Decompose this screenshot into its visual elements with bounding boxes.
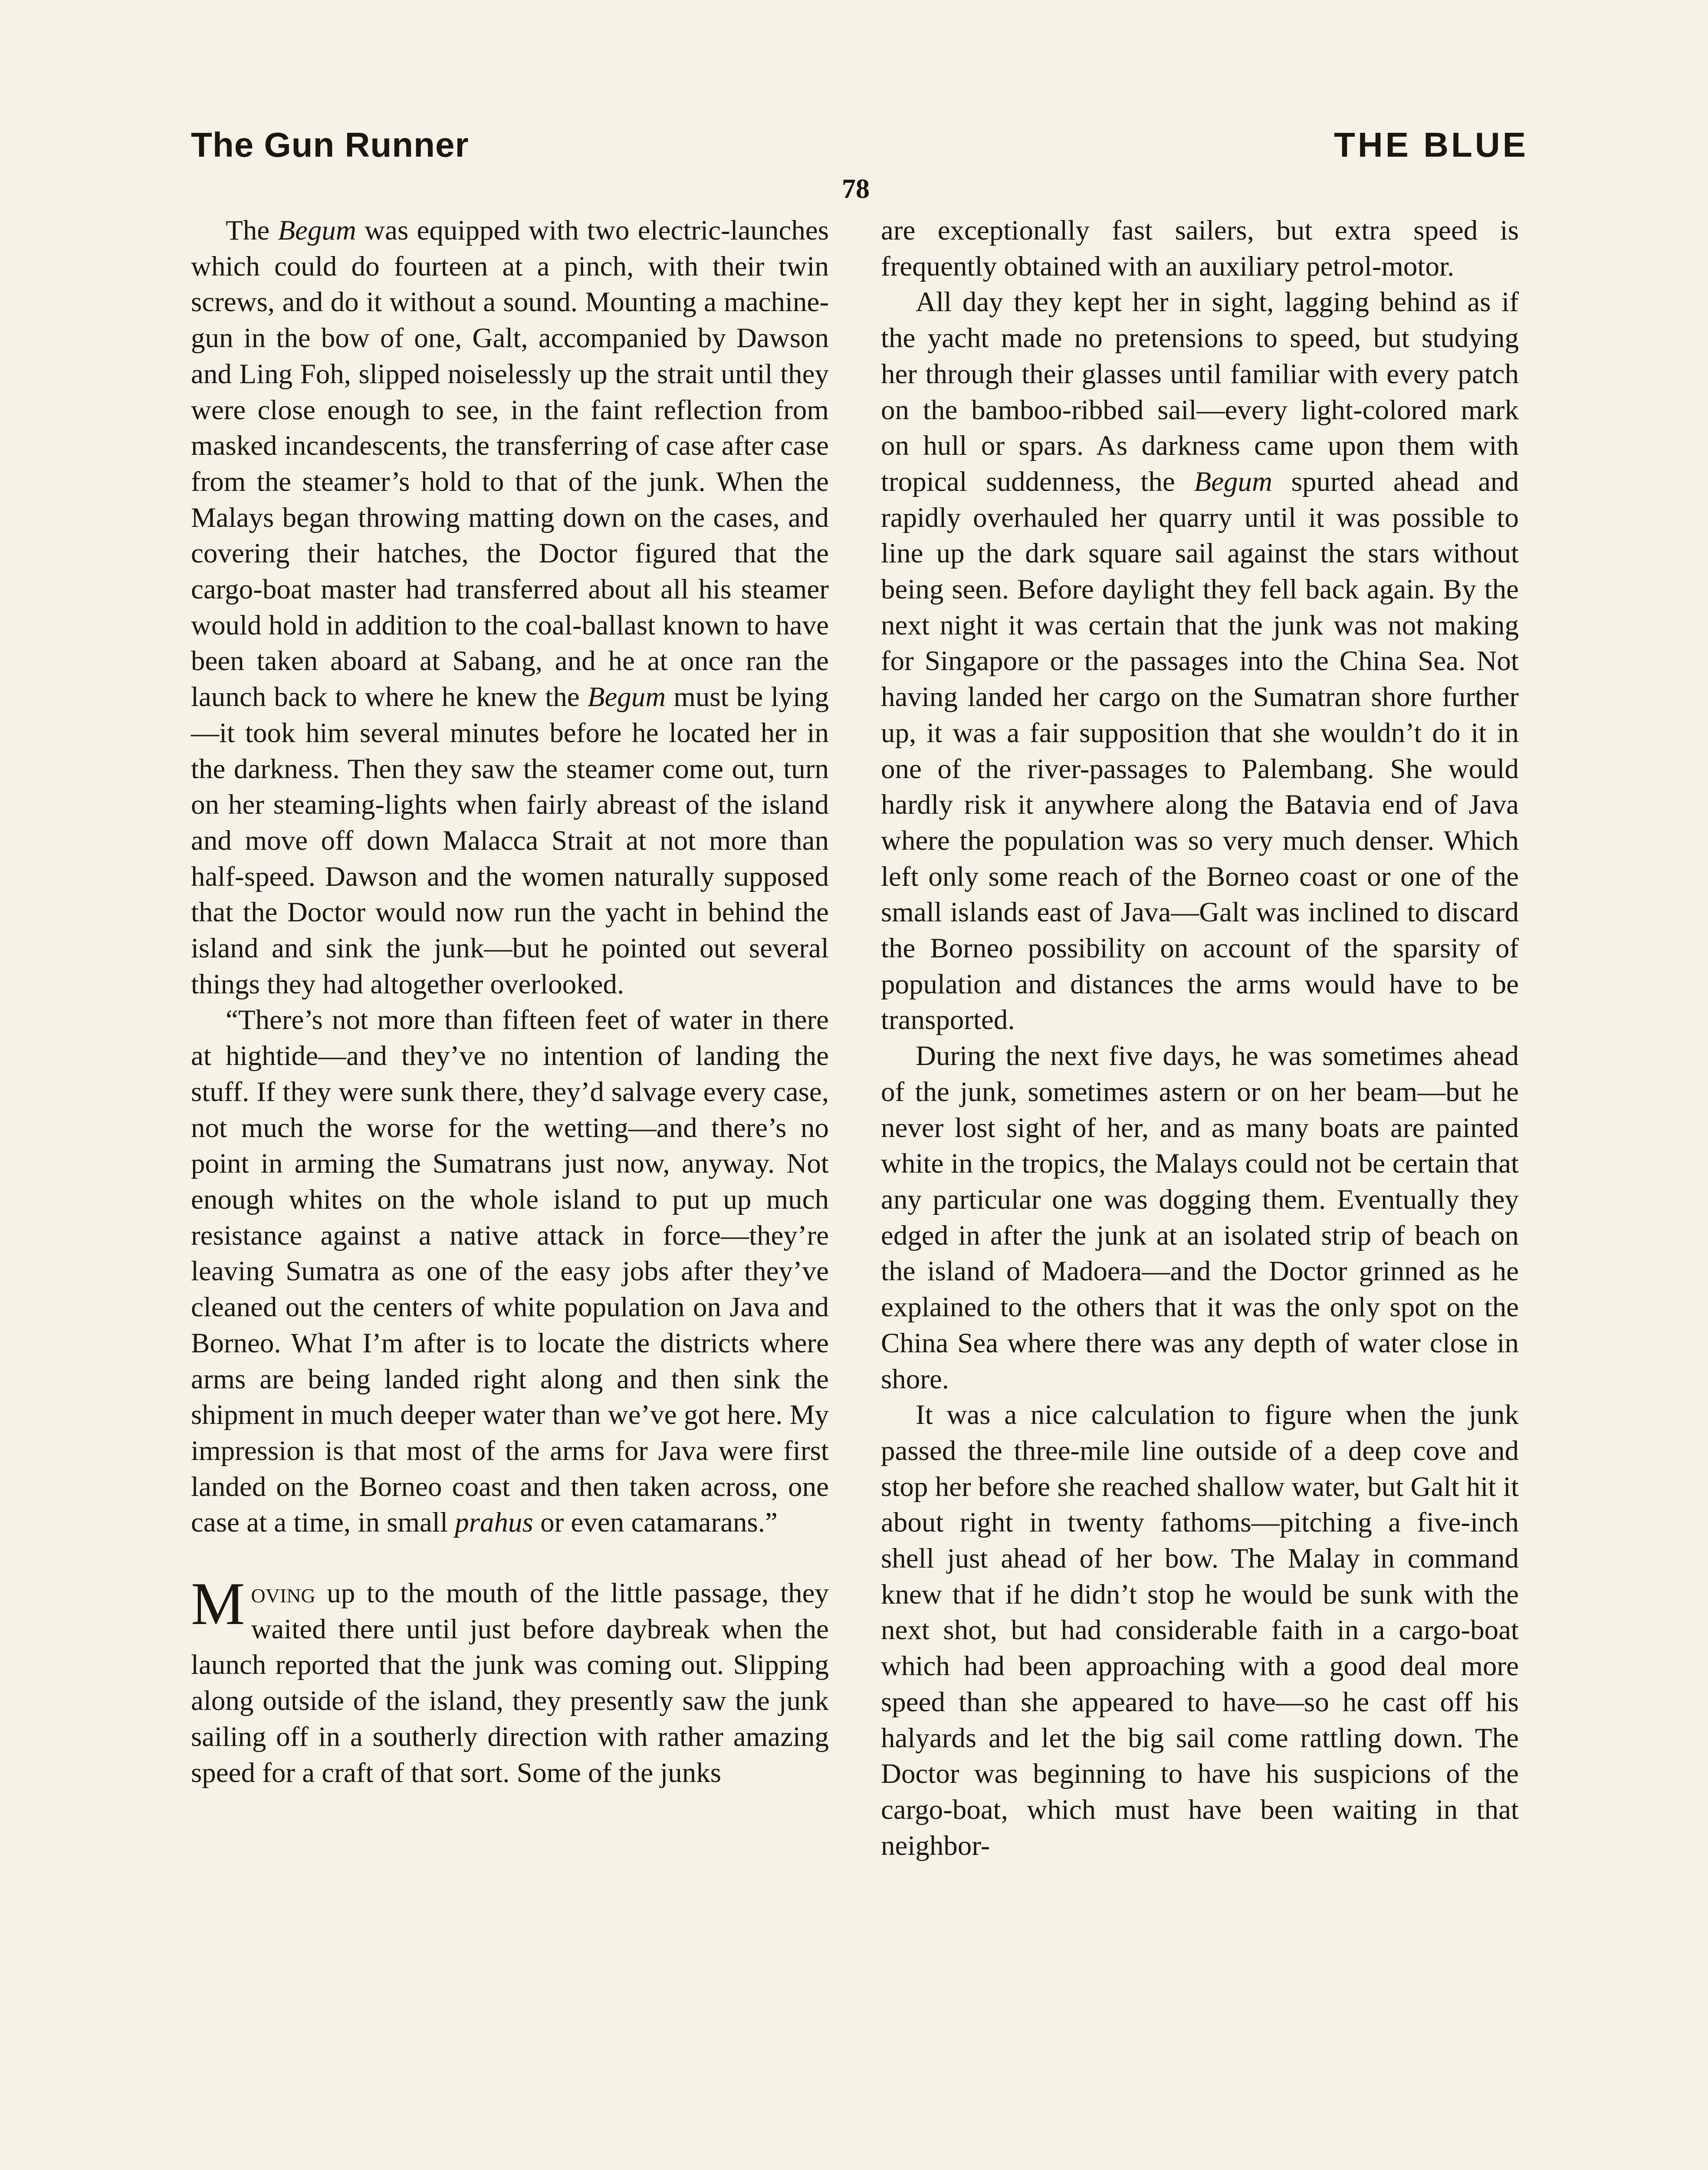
paragraph: All day they kept her in sight, lagging behind as if the yacht made no pretensions to speed, but studying her through their glasses until familiar with every patch on the bamboo-ribbed sail—every light-colored mark on hull or spars. As darkness came upon them with tropical suddenness, the Begum spurted ahead and rapidly overhauled her quarry until it was possible to line up the dark square sail against the stars without being seen. Before daylight they fell back again. By the next night it was certain that the junk was not making for Singapore or the passages into the China Sea. Not having landed her cargo on the Sumatran shore further up, it was a fair supposition that she wouldn’t do it in one of the river-passages to Palembang. She would hardly risk it anywhere along the Batavia end of Java where the population was so very much denser. Which left only some reach of the Borneo coast or one of the small islands east of Java—Galt was inclined to discard the Borneo possibility on account of the sparsity of population and distances the arms would have to be transported. xyxy=(881,286,1519,1036)
running-title: The Gun Runner xyxy=(191,125,469,164)
italic-term: prahus xyxy=(455,1507,533,1539)
drop-cap: M xyxy=(191,1570,245,1638)
paragraph: During the next five days, he was sometimes ahead of the junk, sometimes astern or on her beam—but he never lost sight of her, and as many boats are painted white in the tropics, the Malays could not be certain that any particular one was dogging them. Eventually they edged in after the junk at an isolated strip of beach on the island of Madoera—and the Doctor grinned as he explained to the others that it was the only spot on the China Sea where there was any depth of water close in shore. xyxy=(881,1040,1519,1395)
right-column xyxy=(881,213,1519,1864)
left-column xyxy=(191,213,829,1791)
paragraph: are exceptionally fast sailers, but extra speed is frequently obtained with an auxiliary petrol-motor. xyxy=(881,215,1519,282)
paragraph: The Begum was equipped with two electric-launches which could do fourteen at a pinch, with their twin screws, and do it without a sound. Mounting a machine-gun in the bow of one, Galt, accompanied by Dawson and Ling Foh, slipped noiselessly up the strait until they were close enough to see, in the faint reflection from masked incandescents, the transferring of case after case from the steamer’s hold to that of the junk. When the Malays began throwing matting down on the cases, and covering their hatches, the Doctor figured that the cargo-boat master had transferred about all his steamer would hold in addition to the coal-ballast known to have been taken aboard at Sabang, and he at once ran the launch back to where he knew the Begum must be lying—it took him several minutes before he located her in the darkness. Then they saw the steamer come out, turn on her steaming-lights when fairly abreast of the island and move off down Malacca Strait at not more than half-speed. Dawson and the women naturally supposed that the Doctor would now run the yacht in behind the island and sink the junk—but he pointed out several things they had altogether overlooked. xyxy=(191,215,829,1000)
paragraph: “There’s not more than fifteen feet of water in there at hightide—and they’ve no intention of landing the stuff. If they were sunk there, they’d salvage every case, not much the worse for the wetting—and there’s no point in arming the Sumatrans just now, anyway. Not enough whites on the whole island to put up much resistance against a native attack in force—they’re leaving Sumatra as one of the easy jobs after they’ve cleaned out the centers of white population on Java and Borneo. What I’m after is to locate the districts where arms are being landed right along and then sink the shipment in much deeper water than we’ve got here. My impression is that most of the arms for Java were first landed on the Borneo coast and then taken across, one case at a time, in small prahus or even catamarans.” xyxy=(191,1004,829,1539)
ship-name: Begum xyxy=(278,215,356,246)
section-paragraph: Moving up to the mouth of the little passage, they waited there until just before daybreak when the launch reported that the junk was coming out. Slipping along outside of the island, they presently saw the junk sailing off in a southerly direction with rather amazing speed for a craft of that sort. Some of the junks xyxy=(191,1570,829,1789)
magazine-title: THE BLUE xyxy=(1334,125,1528,164)
ship-name: Begum xyxy=(1194,466,1272,497)
page-number: 78 xyxy=(842,173,870,204)
paragraph: It was a nice calculation to figure when the junk passed the three-mile line outside of a deep cove and stop her before she reached shallow water, but Galt hit it about right in twenty fathoms—pitching a five-inch shell just ahead of her bow. The Malay in command knew that if he didn’t stop he would be sunk with the next shot, but had considerable faith in a cargo-boat which had been approaching with a good deal more speed than she appeared to have—so he cast off his halyards and let the big sail come rattling down. The Doctor was beginning to have his suspicions of the cargo-boat, which must have been waiting in that neighbor- xyxy=(881,1399,1519,1861)
ship-name: Begum xyxy=(587,681,666,713)
